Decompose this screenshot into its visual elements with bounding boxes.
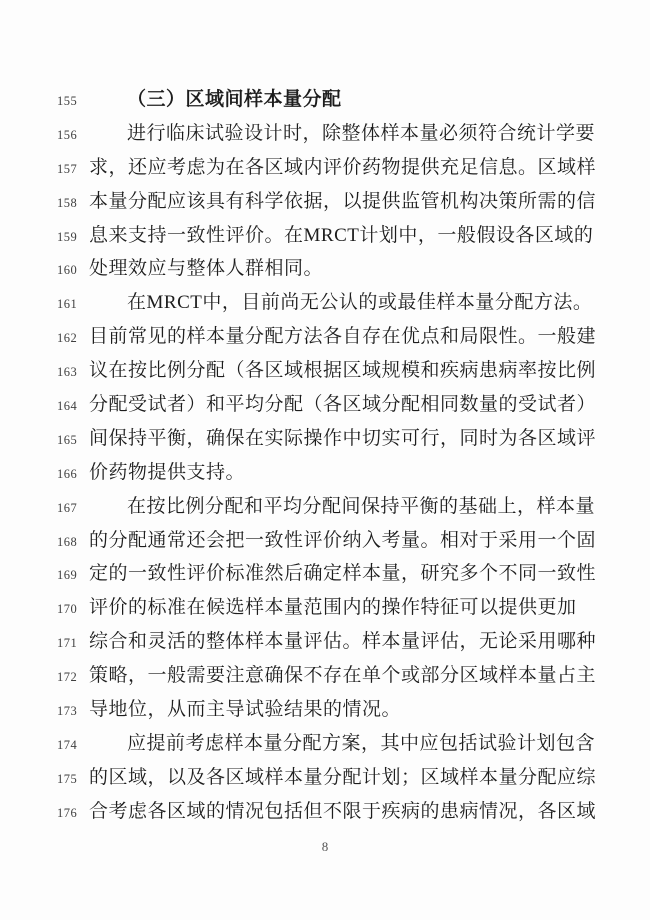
line-number: 161 <box>57 297 78 312</box>
line-number: 176 <box>57 805 78 820</box>
line-text: 综合和灵活的整体样本量评估。样本量评估，无论采用哪种 <box>89 631 597 653</box>
line-text: 的分配通常还会把一致性评价纳入考量。相对于采用一个固 <box>89 529 597 551</box>
line-number: 169 <box>57 568 78 583</box>
text-line <box>57 461 602 495</box>
text-line <box>57 291 602 325</box>
text-line <box>57 562 602 596</box>
line-number: 155 <box>57 94 78 108</box>
section-heading-line <box>57 88 602 122</box>
text-line <box>57 393 602 427</box>
line-text: 评价的标准在候选样本量范围内的操作特征可以提供更加 <box>89 597 577 619</box>
text-line <box>57 122 602 156</box>
text-line <box>57 529 602 563</box>
line-text: 目前常见的样本量分配方法各自存在优点和局限性。一般建 <box>89 326 597 348</box>
line-number: 160 <box>57 263 78 278</box>
line-number: 164 <box>57 399 78 414</box>
line-text: 策略，一般需要注意确保不存在单个或部分区域样本量占主 <box>89 665 597 687</box>
line-number: 167 <box>57 500 78 515</box>
line-text: 在MRCT中，目前尚无公认的或最佳样本量分配方法。 <box>127 292 593 314</box>
line-number: 163 <box>57 365 78 380</box>
text-lines <box>57 88 602 834</box>
text-line <box>57 732 602 766</box>
line-number: 174 <box>57 737 78 752</box>
line-number: 166 <box>57 466 78 481</box>
line-text: 合考虑各区域的情况包括但不限于疾病的患病情况，各区域 <box>89 800 597 822</box>
text-line <box>57 630 602 664</box>
text-line <box>57 190 602 224</box>
line-number: 172 <box>57 670 78 685</box>
line-text: 间保持平衡，确保在实际操作中切实可行，同时为各区域评 <box>89 427 597 449</box>
text-line <box>57 427 602 461</box>
text-line <box>57 325 602 359</box>
section-heading-text: （三）区域间样本量分配 <box>127 89 342 110</box>
text-line <box>57 596 602 630</box>
line-text: 的区域，以及各区域样本量分配计划；区域样本量分配应综 <box>89 766 597 788</box>
page-number: 8 <box>321 839 329 854</box>
line-text: 处理效应与整体人群相同。 <box>89 258 324 280</box>
text-line <box>57 766 602 800</box>
line-number: 158 <box>57 195 78 210</box>
text-line <box>57 800 602 834</box>
line-text: 价药物提供支持。 <box>89 461 246 483</box>
line-number: 173 <box>57 704 78 719</box>
line-text: 定的一致性评价标准然后确定样本量，研究多个不同一致性 <box>89 563 597 585</box>
line-number: 175 <box>57 771 78 786</box>
line-number: 165 <box>57 432 78 447</box>
line-number: 171 <box>57 636 78 651</box>
line-number: 170 <box>57 602 78 617</box>
text-line <box>57 156 602 190</box>
text-line <box>57 224 602 258</box>
line-text: 应提前考虑样本量分配方案，其中应包括试验计划包含 <box>127 732 596 754</box>
line-number: 156 <box>57 127 78 142</box>
line-number: 159 <box>57 229 78 244</box>
text-line <box>57 664 602 698</box>
line-number: 157 <box>57 161 78 176</box>
text-line <box>57 698 602 732</box>
line-text: 求，还应考虑为在各区域内评价药物提供充足信息。区域样 <box>89 156 597 178</box>
line-text: 在按比例分配和平均分配间保持平衡的基础上，样本量 <box>127 495 596 517</box>
line-text: 进行临床试验设计时，除整体样本量必须符合统计学要 <box>127 122 596 144</box>
line-text: 导地位，从而主导试验结果的情况。 <box>89 699 402 721</box>
line-text: 议在按比例分配（各区域根据区域规模和疾病患病率按比例 <box>89 360 597 382</box>
text-line <box>57 495 602 529</box>
line-number: 162 <box>57 331 78 346</box>
line-text: 息来支持一致性评价。在MRCT计划中，一般假设各区域的 <box>89 224 594 246</box>
text-line <box>57 359 602 393</box>
line-text: 本量分配应该具有科学依据，以提供监管机构决策所需的信 <box>89 190 597 212</box>
line-text: 分配受试者）和平均分配（各区域分配相同数量的受试者） <box>89 394 597 416</box>
text-line <box>57 257 602 291</box>
line-number: 168 <box>57 534 78 549</box>
